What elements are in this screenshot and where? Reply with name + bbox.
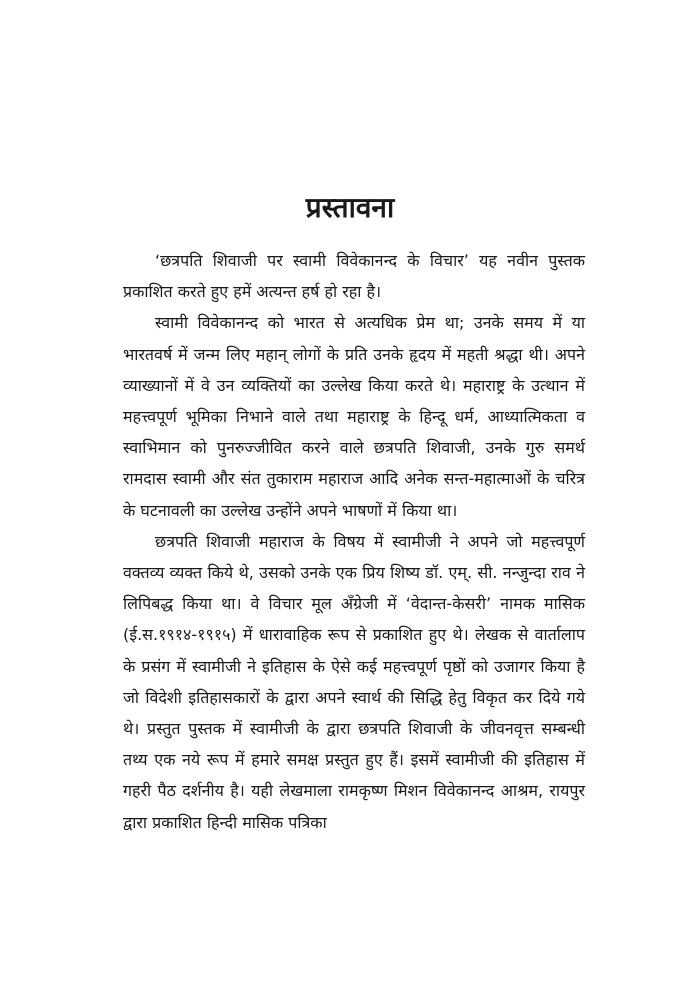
page-title: प्रस्तावना	[305, 191, 395, 224]
body-text	[123, 245, 585, 838]
paragraph-shivaji-statements: छत्रपति शिवाजी महाराज के विषय में स्वामीजी ने अपने जो महत्त्वपूर्ण वक्तव्य व्यक्त किये थे, उसको उनके एक प्रिय शिष्य डॉ. एम्. सी. नन्जुन्दा राव ने लिपिबद्ध किया था। वे विचार मूल अँग्रेजी में ‘वेदान्त-केसरी’ नामक मासिक (ई.स.१९१४-१९१५) में धारावाहिक रूप से प्रकाशित हुए थे। लेखक से वार्तालाप के प्रसंग में स्वामीजी ने इतिहास के ऐसे कई महत्त्वपूर्ण पृष्ठों को उजागर किया है जो विदेशी इतिहासकारों के द्वारा अपने स्वार्थ की सिद्धि हेतु विकृत कर दिये गये थे। प्रस्तुत पुस्तक में स्वामीजी के द्वारा छत्रपति शिवाजी के जीवनवृत्त सम्बन्धी तथ्य एक नये रूप में हमारे समक्ष प्रस्तुत हुए हैं। इसमें स्वामीजी की इतिहास में गहरी पैठ दर्शनीय है। यही लेखमाला रामकृष्ण मिशन विवेकानन्द आश्रम, रायपुर द्वारा प्रकाशित हिन्दी मासिक पत्रिका	[123, 531, 585, 832]
paragraph-vivekananda-love: स्वामी विवेकानन्द को भारत से अत्यधिक प्रेम था; उनके समय में या भारतवर्ष में जन्म लिए महान् लोगों के प्रति उनके हृदय में महती श्रद्धा थी। अपने व्याख्यानों में वे उन व्यक्तियों का उल्लेख किया करते थे। महाराष्ट्र के उत्थान में महत्त्वपूर्ण भूमिका निभाने वाले तथा महाराष्ट्र के हिन्दू धर्म, आध्यात्मिकता व स्वाभिमान को पुनरुज्जीवित करने वाले छत्रपति शिवाजी, उनके गुरु समर्थ रामदास स्वामी और संत तुकाराम महाराज आदि अनेक सन्त-महात्माओं के चरित्र के घटनावली का उल्लेख उन्होंने अपने भाषणों में किया था।	[123, 313, 585, 520]
paragraph-intro: ‘छत्रपति शिवाजी पर स्वामी विवेकानन्द के विचार’ यह नवीन पुस्तक प्रकाशित करते हुए हमें अत्यन्त हर्ष हो रहा है।	[123, 251, 585, 302]
